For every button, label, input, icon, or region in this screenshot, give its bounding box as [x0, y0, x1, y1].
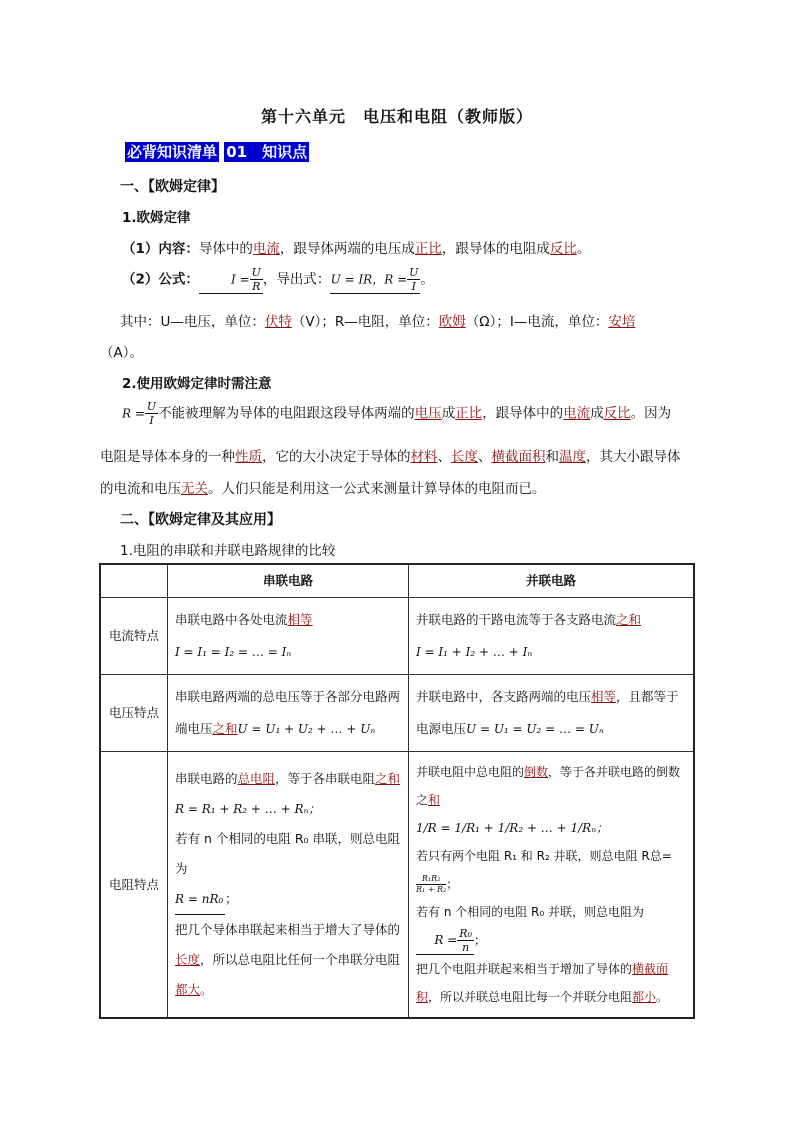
row-label: 电压特点: [100, 675, 168, 752]
subheading-ohms-law: 1.欧姆定律: [122, 210, 191, 226]
row-label: 电阻特点: [100, 752, 168, 1019]
answer-keyword: 横截面积: [416, 962, 669, 1004]
denominator: I: [411, 280, 416, 293]
page-title: 第十六单元 电压和电阻（教师版）: [260, 107, 533, 126]
text-segment: 的电流和电压: [100, 481, 181, 497]
text-segment: （Ω）；I—电流，单位：: [465, 314, 609, 330]
section-banner: [125, 141, 309, 162]
cell-text: 若只有两个电阻 R₁ 和 R₂ 并联，则总电阻 R总=: [416, 849, 672, 863]
text-segment: ，等于各串联电阻: [275, 771, 376, 786]
text-segment: 把几个电阻并联起来相当于增加了导体的: [416, 962, 633, 976]
cell-text: [416, 758, 686, 814]
answer-keyword: 倒数: [524, 765, 549, 779]
answer-keyword: 都小: [632, 990, 657, 1004]
text-segment: 成: [441, 405, 456, 422]
denominator: R: [252, 280, 261, 293]
text-segment: ，且都等于电源电压: [416, 689, 679, 736]
derived-formula: U = IR，R =: [330, 272, 408, 287]
units-line: [120, 310, 635, 330]
text-segment: 串联电路中各处电流: [175, 612, 288, 627]
formula-label: （2）公式：: [122, 271, 199, 288]
table-row: [100, 598, 694, 675]
text-segment: 成: [590, 405, 604, 422]
derived-label: ，导出式：: [262, 271, 331, 288]
banner-number: 01 知识点: [226, 143, 308, 161]
formula-blank: [199, 266, 263, 294]
answer-keyword: 横截面积: [491, 449, 546, 465]
answer-keyword: 之和: [375, 771, 401, 786]
text-segment: ，跟导体的电阻成: [441, 241, 550, 257]
series-cell: [168, 675, 409, 752]
cell-text: [416, 604, 686, 636]
text-segment: 电阻是导体本身的一种: [100, 449, 235, 465]
text-segment: ，跟导体两端的电压成: [279, 241, 415, 257]
text-segment: 。因为: [630, 405, 672, 422]
text-segment: ，其大小跟导体: [586, 449, 681, 465]
formula-blank: [416, 926, 474, 955]
cell-text: [175, 604, 401, 636]
text-segment: 串联电路的: [175, 771, 238, 786]
answer-keyword: 都大: [175, 982, 201, 997]
header-parallel: 并联电路: [409, 564, 695, 598]
cell-text: 若有 n 个相同的电阻 R₀ 并联，则总电阻为: [416, 905, 645, 919]
answer-keyword: 安培: [608, 314, 636, 330]
answer-keyword: 正比: [414, 241, 442, 257]
answer-keyword: 相等: [591, 689, 617, 704]
table-caption: 1.电阻的串联和并联电路规律的比较: [120, 543, 336, 559]
note-fraction: [145, 400, 158, 427]
parallel-cell: [409, 598, 695, 675]
answer-keyword: 和: [428, 793, 441, 807]
answer-keyword: 欧姆: [438, 314, 466, 330]
series-cell: [168, 598, 409, 675]
denominator: I: [149, 414, 154, 427]
answer-keyword: 无关: [181, 481, 208, 497]
cell-formula: R = nR₀: [175, 884, 225, 915]
text-segment: 。: [656, 990, 669, 1004]
answer-keyword: 正比: [455, 405, 483, 422]
numerator: U: [146, 400, 157, 413]
answer-keyword: 材料: [410, 449, 438, 465]
note-text-1: [158, 406, 671, 422]
text-segment: 和: [545, 449, 559, 465]
row-label: 电流特点: [100, 598, 168, 675]
note-formula: R =: [122, 406, 145, 421]
formula-fraction: [457, 927, 474, 954]
numerator: R₁R₂: [416, 874, 446, 885]
answer-keyword: 性质: [235, 449, 262, 465]
semicolon: ；: [446, 877, 459, 891]
units-end: （A）。: [100, 345, 143, 361]
text-segment: 串联电路两端的总电压等于各部分电路两端电压: [175, 689, 401, 736]
table-row: [100, 752, 694, 1019]
two-resistor-fraction: [416, 874, 446, 895]
cell-text: [175, 764, 401, 794]
answer-keyword: 长度: [451, 449, 478, 465]
text-segment: 。: [576, 241, 591, 257]
text-segment: ，跟导体中的: [482, 405, 564, 422]
cell-formula: U = U₁ = U₂ = … = Uₙ: [466, 722, 604, 736]
derived-blank: [330, 266, 420, 294]
answer-keyword: 温度: [559, 449, 586, 465]
answer-keyword: 反比: [549, 241, 577, 257]
table-header-row: [100, 564, 694, 598]
numerator: R₀: [459, 927, 472, 940]
denominator: R₁ + R₂: [416, 885, 447, 894]
header-empty: [100, 564, 168, 598]
cell-text: [416, 955, 686, 1011]
subheading-notes: 2.使用欧姆定律时需注意: [122, 376, 272, 392]
period: 。: [420, 271, 434, 288]
text-segment: 导体中的: [198, 241, 253, 257]
law-content: [122, 237, 590, 257]
text-segment: 并联电路的干路电流等于各支路电流: [416, 612, 617, 627]
numerator: U: [251, 266, 261, 279]
formula-lhs: I =: [231, 272, 250, 287]
text-segment: 、: [437, 449, 451, 465]
cell-formula: I = I₁ + I₂ + … + Iₙ: [416, 645, 533, 659]
text-segment: （1）内容：: [122, 241, 199, 257]
note-line-1: [122, 400, 671, 427]
text-segment: ，它的大小决定于导体的: [262, 449, 411, 465]
banner-label: 必背知识清单: [127, 143, 218, 161]
semicolon: ；: [225, 891, 238, 906]
text-segment: 其中：U—电压，单位：: [120, 314, 265, 330]
text-segment: 、: [478, 449, 492, 465]
text-segment: 。人们只能是利用这一公式来测量计算导体的电阻而已。: [208, 481, 546, 497]
section-heading-1: 一、【欧姆定律】: [120, 179, 225, 195]
answer-keyword: 电压: [414, 405, 442, 422]
answer-keyword: 相等: [287, 612, 313, 627]
parallel-cell: [409, 752, 695, 1019]
text-segment: 并联电阻中总电阻的: [416, 765, 525, 779]
parallel-cell: [409, 675, 695, 752]
semicolon: ；: [474, 933, 487, 947]
text-segment: 不能被理解为导体的电阻跟这段导体两端的: [158, 405, 415, 422]
formula-fraction: [250, 266, 263, 293]
cell-formula: U = U₁ + U₂ + … + Uₙ: [237, 722, 376, 736]
formula-lhs: R =: [434, 933, 458, 947]
answer-keyword: 之和: [616, 612, 642, 627]
comparison-table: [99, 563, 695, 1019]
text-segment: （V）；R—电阻，单位：: [291, 314, 439, 330]
cell-formula: R = R₁ + R₂ + … + Rₙ；: [175, 802, 321, 816]
answer-keyword: 长度: [175, 952, 201, 967]
cell-text: 若有 n 个相同的电阻 R₀ 串联，则总电阻为: [175, 831, 401, 876]
text-segment: 。: [200, 982, 213, 997]
cell-text: [175, 915, 401, 1005]
cell-formula: 1/R = 1/R₁ + 1/R₂ + … + 1/Rₙ；: [416, 821, 609, 835]
table-row: [100, 675, 694, 752]
text-segment: 并联电路中，各支路两端的电压: [416, 689, 592, 704]
text-segment: ，所以总电阻比任何一个串联分电阻: [200, 952, 401, 967]
text-segment: ，等于各并联电路的倒数之: [416, 765, 681, 807]
numerator: U: [409, 266, 419, 279]
text-segment: 把几个导体串联起来相当于增大了导体的: [175, 922, 401, 937]
answer-keyword: 反比: [603, 405, 631, 422]
cell-formula: I = I₁ = I₂ = … = Iₙ: [175, 645, 292, 659]
answer-keyword: 伏特: [264, 314, 292, 330]
answer-keyword: 电流: [252, 241, 280, 257]
answer-keyword: 之和: [212, 721, 238, 736]
series-cell: [168, 752, 409, 1019]
note-line-3: [100, 477, 546, 497]
text-segment: ，所以并联总电阻比每一个并联分电阻: [428, 990, 633, 1004]
denominator: n: [462, 941, 470, 954]
answer-keyword: 总电阻: [237, 771, 276, 786]
formula-line: [122, 266, 434, 294]
answer-keyword: 电流: [563, 405, 591, 422]
header-series: 串联电路: [168, 564, 409, 598]
derived-fraction: [407, 266, 420, 293]
note-line-2: [100, 445, 681, 465]
section-heading-2: 二、【欧姆定律及其应用】: [120, 512, 281, 528]
